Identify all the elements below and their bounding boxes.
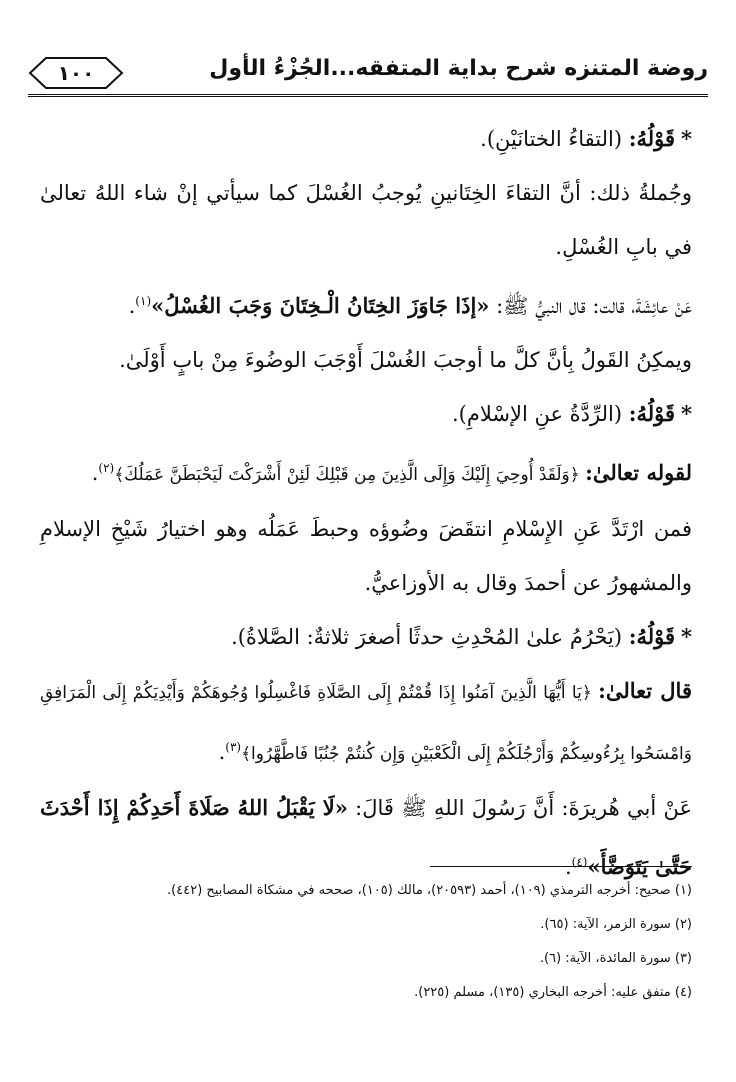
- paragraph-4: [40, 333, 692, 387]
- para-end: .: [218, 740, 226, 764]
- para-end: .: [91, 461, 99, 485]
- lemma-text: (الرِّدَّةُ عنِ الإسْلامِ).: [452, 402, 629, 426]
- para-text: عَنْ عائِشَةَ، قالت: قال النبيُّ ﷺ:: [489, 294, 692, 318]
- lemma-label: قَوْلُهُ:: [628, 401, 676, 426]
- paragraph-9: [40, 664, 692, 781]
- hadith-text: «إذَا جَاوَزَ الخِتَانُ الْـخِتَانَ وَجَبَ الغُسْلُ»: [151, 293, 490, 318]
- main-text: [40, 112, 692, 894]
- hadith-text: «لَا يَقْبَلُ اللهُ صَلَاةَ أَحَدِكُمْ إِذَا أَحْدَثَ حَتَّىٰ يَتَوَضَّأَ»: [40, 795, 692, 879]
- footnote-ref-4: (٤): [571, 855, 588, 869]
- footnote-3: (٣) سورة المائدة، الآية: (٦).: [539, 951, 692, 966]
- quran-ayah: ﴿يَا أَيُّهَا الَّذِينَ آمَنُوا إِذَا قُمْتُمْ إِلَى الصَّلَاةِ فَاغْسِلُوا وُجُوهَكُمْ وَأَيْدِيَكُمْ إِلَى الْمَرَافِقِ وَامْسَحُوا بِرُءُوسِكُمْ وَأَرْجُلَكُمْ إِلَى الْكَعْبَيْنِ وَإِن كُنتُمْ جُنُبًا فَاطَّهَّرُوا﴾: [40, 683, 692, 764]
- star-marker: *: [681, 624, 692, 649]
- footnote-4: (٤) متفق عليه: أخرجه البخاري (١٣٥)، مسلم (٢٢٥).: [414, 985, 692, 1000]
- footnote-2: (٢) سورة الزمر، الآية: (٦٥).: [540, 917, 692, 932]
- quran-ayah: ﴿وَلَقَدْ أُوحِيَ إِلَيْكَ وَإِلَى الَّذِينَ مِن قَبْلِكَ لَئِنْ أَشْرَكْتَ لَيَحْبَطَنَّ عَمَلُكَ﴾: [114, 465, 586, 485]
- paragraph-3: [40, 274, 692, 333]
- paragraph-7: [40, 502, 692, 610]
- lemma-label: قَوْلُهُ:: [628, 126, 676, 151]
- footnote-ref-1: (١): [135, 294, 152, 308]
- paragraph-2: [40, 166, 692, 274]
- lemma-label: قَوْلُهُ:: [628, 624, 676, 649]
- running-title: روضة المتنزه شرح بداية المتفقه...الجُزْءُ الأول: [209, 56, 708, 81]
- paragraph-8: [40, 610, 692, 664]
- para-label: لقوله تعالىٰ:: [585, 460, 692, 485]
- lemma-text: (يَحْرُمُ علىٰ المُحْدِثِ حدثًا أصغرَ ثلاثةٌ: الصَّلاةُ).: [231, 625, 629, 649]
- star-marker: *: [681, 401, 692, 426]
- star-marker: *: [681, 126, 692, 151]
- footnote-ref-2: (٢): [98, 461, 115, 475]
- page-number: ١٠٠: [57, 61, 95, 85]
- para-label: وجُملةُ ذلك:: [589, 181, 692, 205]
- footnote-1: (١) صحيح: أخرجه الترمذي (١٠٩)، أحمد (٢٠٥٩٣)، مالك (١٠٥)، صححه في مشكاة المصابيح (٤٤٢).: [167, 883, 692, 898]
- footnote-separator: [430, 866, 692, 867]
- para-text: عَنْ أبي هُريرَةَ: أَنَّ رَسُولَ اللهِ ﷺ قَالَ:: [347, 796, 693, 820]
- footnote-ref-3: (٣): [225, 740, 242, 754]
- paragraph-6: [40, 441, 692, 502]
- lemma-text: (التقاءُ الختانَيْنِ).: [480, 127, 629, 151]
- page-number-badge: [28, 56, 124, 90]
- para-text: أنَّ التقاءَ الخِتَانينِ يُوجبُ الغُسْلَ كما سيأتي إنْ شاء اللهُ تعالىٰ في بابِ الغُسْلِ.: [40, 181, 692, 259]
- footnotes: [40, 874, 692, 1010]
- header-rule: [28, 94, 708, 97]
- paragraph-5: [40, 387, 692, 441]
- para-text: فمن ارْتَدَّ عَنِ الإِسْلامِ انتقَضَ وضُوؤه وحبطَ عَمَلُه وهو اختيارُ شَيْخِ الإسلامِ والمشهورُ عن أحمدَ وقال به الأوزاعيُّ.: [40, 517, 692, 595]
- page-header: [28, 50, 708, 98]
- para-text: ويمكِنُ القَولُ بِأنَّ كلَّ ما أوجبَ الغُسْلَ أَوْجَبَ الوضُوءَ مِنْ بابٍ أَوْلَىٰ.: [119, 348, 692, 372]
- para-end: .: [128, 294, 136, 318]
- para-label: قال تعالىٰ:: [598, 678, 692, 703]
- para-end: .: [564, 855, 572, 879]
- paragraph-1: [40, 112, 692, 166]
